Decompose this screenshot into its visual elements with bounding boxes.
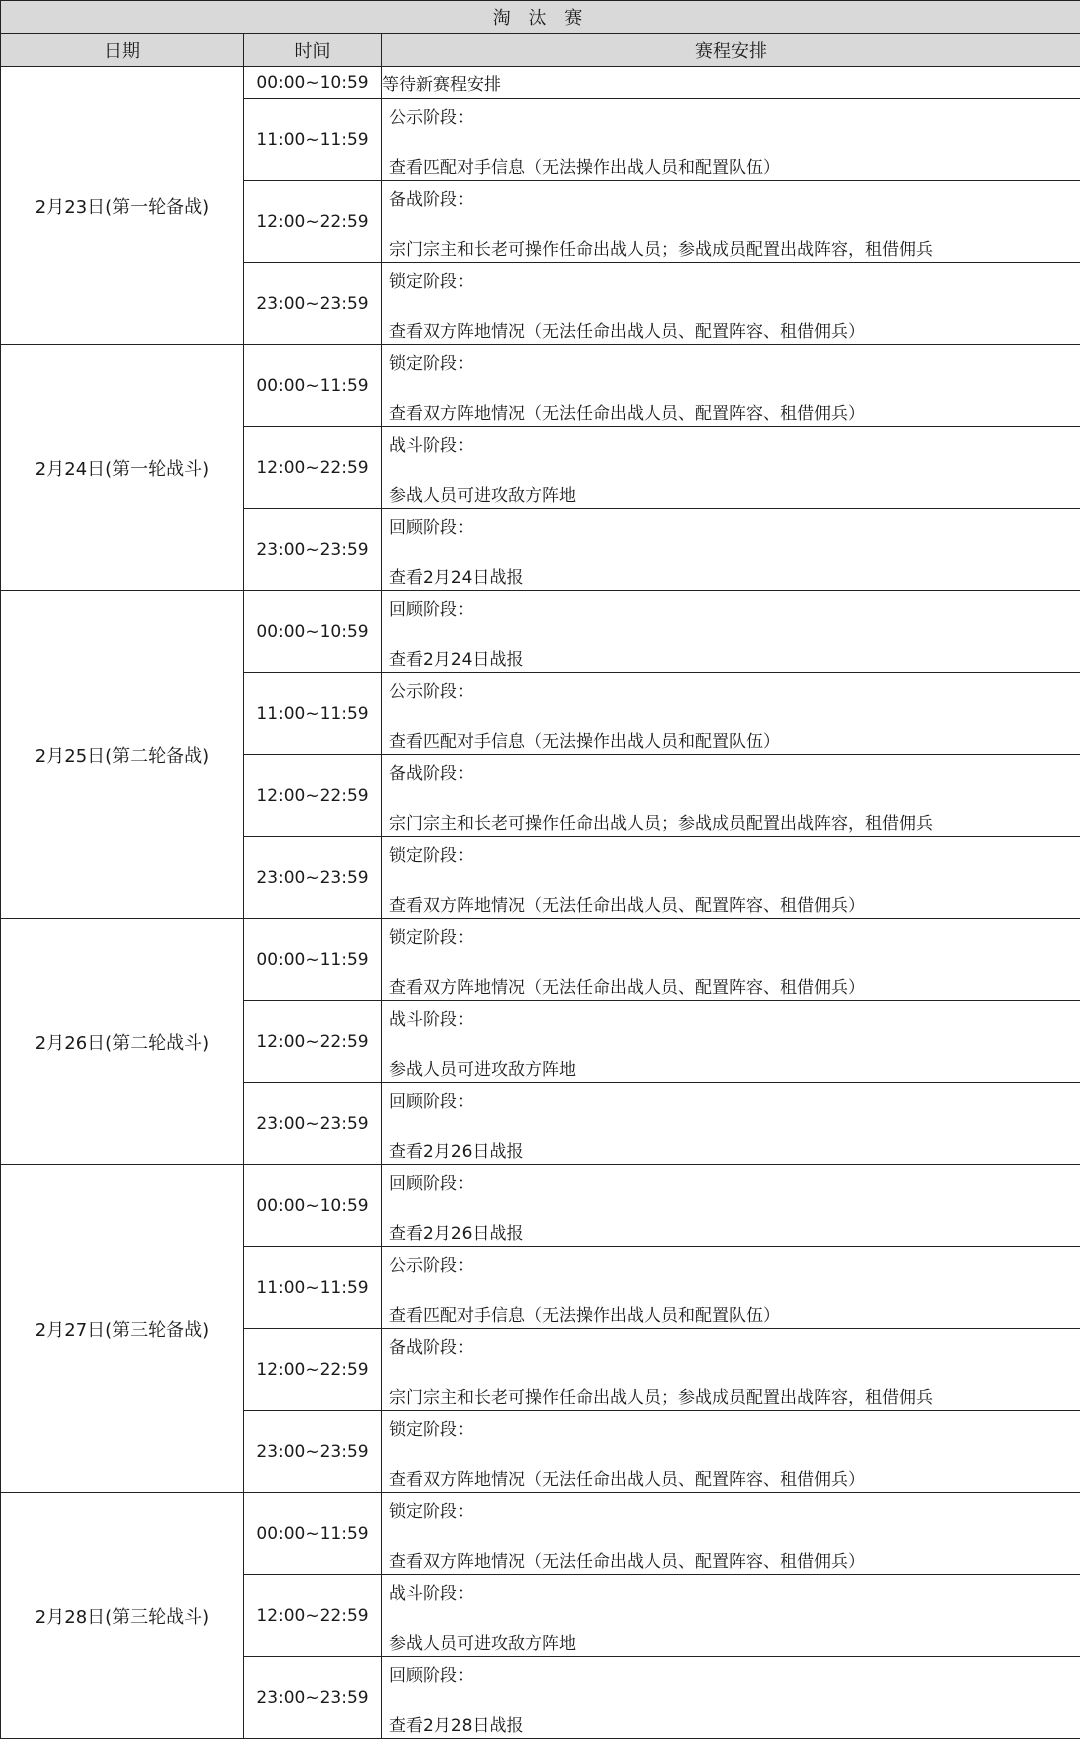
date-cell: 2月27日(第三轮备战)	[1, 1165, 244, 1493]
plan-cell	[382, 181, 1080, 263]
date-cell: 2月26日(第二轮战斗)	[1, 919, 244, 1165]
plan-cell	[382, 345, 1080, 427]
plan-cell	[382, 1083, 1080, 1165]
time-cell: 00:00~10:59	[244, 67, 382, 99]
plan-cell	[382, 1329, 1080, 1411]
time-cell: 23:00~23:59	[244, 1083, 382, 1165]
table-row	[1, 67, 1080, 99]
phase-description: 参战人员可进攻敌方阵地	[389, 1060, 576, 1080]
phase-label: 公示阶段：	[389, 108, 474, 128]
plan-cell	[382, 99, 1080, 181]
plan-cell	[382, 919, 1080, 1001]
time-cell: 23:00~23:59	[244, 263, 382, 345]
table-row	[1, 345, 1080, 427]
header-plan: 赛程安排	[382, 34, 1080, 67]
phase-description: 查看匹配对手信息（无法操作出战人员和配置队伍）	[389, 1306, 780, 1326]
date-cell: 2月23日(第一轮备战)	[1, 67, 244, 345]
plan-cell	[382, 837, 1080, 919]
time-cell: 12:00~22:59	[244, 1575, 382, 1657]
phase-description: 参战人员可进攻敌方阵地	[389, 1634, 576, 1654]
time-cell: 11:00~11:59	[244, 1247, 382, 1329]
phase-label: 回顾阶段：	[389, 1092, 474, 1112]
phase-description: 查看2月24日战报	[389, 650, 524, 670]
plan-cell	[382, 1575, 1080, 1657]
phase-description: 查看2月26日战报	[389, 1224, 524, 1244]
phase-description: 查看双方阵地情况（无法任命出战人员、配置阵容、租借佣兵）	[389, 1552, 865, 1572]
time-cell: 00:00~10:59	[244, 591, 382, 673]
phase-description: 查看匹配对手信息（无法操作出战人员和配置队伍）	[389, 158, 780, 178]
phase-label: 锁定阶段：	[389, 928, 474, 948]
phase-label: 锁定阶段：	[389, 272, 474, 292]
phase-label: 战斗阶段：	[389, 436, 474, 456]
phase-label: 锁定阶段：	[389, 1420, 474, 1440]
plan-cell	[382, 67, 1080, 99]
phase-label: 备战阶段：	[389, 190, 474, 210]
phase-label: 回顾阶段：	[389, 518, 474, 538]
phase-description: 查看2月28日战报	[389, 1716, 524, 1736]
time-cell: 23:00~23:59	[244, 1411, 382, 1493]
schedule-body	[1, 67, 1080, 1739]
phase-label: 回顾阶段：	[389, 1174, 474, 1194]
table-row	[1, 1165, 1080, 1247]
time-cell: 12:00~22:59	[244, 1329, 382, 1411]
plan-cell	[382, 1247, 1080, 1329]
header-date: 日期	[1, 34, 244, 67]
phase-label: 战斗阶段：	[389, 1010, 474, 1030]
phase-description: 宗门宗主和长老可操作任命出战人员；参战成员配置出战阵容，租借佣兵	[389, 240, 933, 260]
plan-cell	[382, 509, 1080, 591]
time-cell: 12:00~22:59	[244, 181, 382, 263]
plan-cell	[382, 673, 1080, 755]
phase-description: 查看双方阵地情况（无法任命出战人员、配置阵容、租借佣兵）	[389, 404, 865, 424]
phase-label: 公示阶段：	[389, 682, 474, 702]
table-row	[1, 591, 1080, 673]
time-cell: 00:00~10:59	[244, 1165, 382, 1247]
phase-description: 查看匹配对手信息（无法操作出战人员和配置队伍）	[389, 732, 780, 752]
phase-label: 回顾阶段：	[389, 1666, 474, 1686]
phase-label: 锁定阶段：	[389, 354, 474, 374]
time-cell: 00:00~11:59	[244, 919, 382, 1001]
time-cell: 12:00~22:59	[244, 427, 382, 509]
date-cell: 2月24日(第一轮战斗)	[1, 345, 244, 591]
phase-label: 备战阶段：	[389, 1338, 474, 1358]
plan-cell	[382, 427, 1080, 509]
phase-description: 查看2月24日战报	[389, 568, 524, 588]
phase-label: 战斗阶段：	[389, 1584, 474, 1604]
phase-description: 查看2月26日战报	[389, 1142, 524, 1162]
time-cell: 11:00~11:59	[244, 673, 382, 755]
phase-label: 锁定阶段：	[389, 846, 474, 866]
time-cell: 00:00~11:59	[244, 1493, 382, 1575]
time-cell: 00:00~11:59	[244, 345, 382, 427]
plan-cell	[382, 263, 1080, 345]
plan-cell	[382, 1657, 1080, 1739]
phase-description: 查看双方阵地情况（无法任命出战人员、配置阵容、租借佣兵）	[389, 978, 865, 998]
table-row	[1, 919, 1080, 1001]
header-row	[1, 34, 1080, 67]
plan-cell	[382, 1001, 1080, 1083]
phase-description: 查看双方阵地情况（无法任命出战人员、配置阵容、租借佣兵）	[389, 896, 865, 916]
date-cell: 2月25日(第二轮备战)	[1, 591, 244, 919]
phase-description: 查看双方阵地情况（无法任命出战人员、配置阵容、租借佣兵）	[389, 322, 865, 342]
time-cell: 11:00~11:59	[244, 99, 382, 181]
phase-label: 锁定阶段：	[389, 1502, 474, 1522]
header-time: 时间	[244, 34, 382, 67]
plan-cell	[382, 755, 1080, 837]
phase-label: 回顾阶段：	[389, 600, 474, 620]
plan-cell	[382, 591, 1080, 673]
phase-label: 备战阶段：	[389, 764, 474, 784]
time-cell: 23:00~23:59	[244, 837, 382, 919]
table-row	[1, 1493, 1080, 1575]
phase-description: 宗门宗主和长老可操作任命出战人员；参战成员配置出战阵容，租借佣兵	[389, 1388, 933, 1408]
time-cell: 12:00~22:59	[244, 755, 382, 837]
table-title: 淘 汰 赛	[1, 1, 1080, 34]
time-cell: 23:00~23:59	[244, 509, 382, 591]
phase-label: 等待新赛程安排	[382, 75, 501, 95]
title-row	[1, 1, 1080, 34]
phase-description: 查看双方阵地情况（无法任命出战人员、配置阵容、租借佣兵）	[389, 1470, 865, 1490]
date-cell: 2月28日(第三轮战斗)	[1, 1493, 244, 1739]
plan-cell	[382, 1493, 1080, 1575]
phase-label: 公示阶段：	[389, 1256, 474, 1276]
plan-cell	[382, 1165, 1080, 1247]
phase-description: 参战人员可进攻敌方阵地	[389, 486, 576, 506]
time-cell: 12:00~22:59	[244, 1001, 382, 1083]
phase-description: 宗门宗主和长老可操作任命出战人员；参战成员配置出战阵容，租借佣兵	[389, 814, 933, 834]
time-cell: 23:00~23:59	[244, 1657, 382, 1739]
plan-cell	[382, 1411, 1080, 1493]
